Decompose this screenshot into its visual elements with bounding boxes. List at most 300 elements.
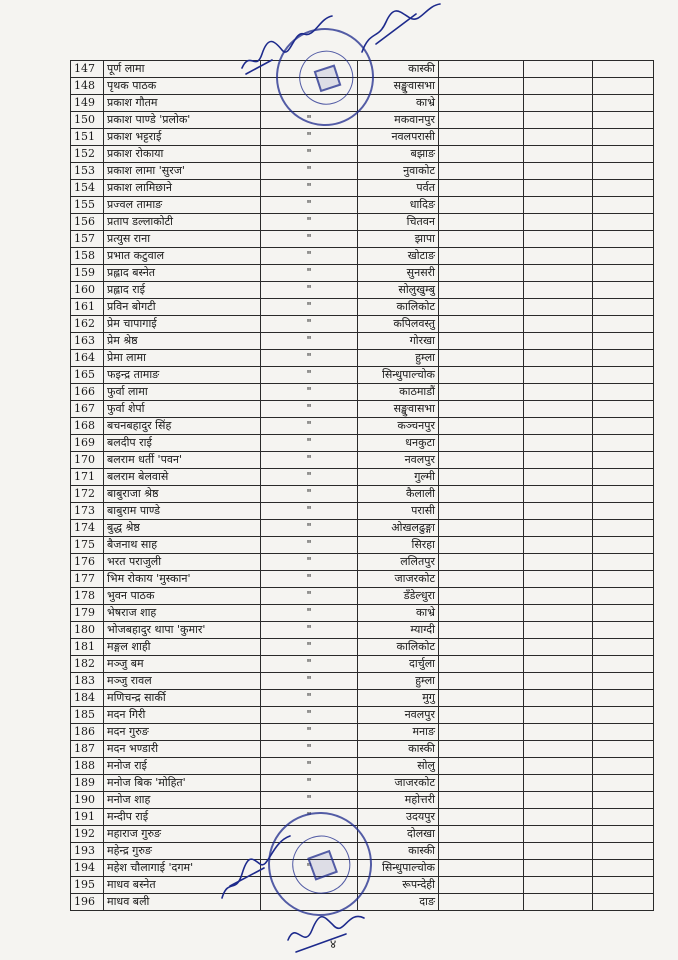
- district-cell: सोलु: [358, 758, 439, 775]
- district-cell: हुम्ला: [358, 673, 439, 690]
- district-cell: उदयपुर: [358, 809, 439, 826]
- district-cell: कञ्चनपुर: [358, 418, 439, 435]
- empty-cell: [524, 588, 593, 605]
- empty-cell: [524, 316, 593, 333]
- empty-cell: [439, 214, 524, 231]
- serial-number-cell: 184: [71, 690, 104, 707]
- table-row: [71, 401, 654, 418]
- empty-cell: [593, 265, 654, 282]
- ditto-mark-cell: ": [261, 792, 358, 809]
- member-name-cell: प्रविन बोगटी: [104, 299, 261, 316]
- ditto-mark-cell: ": [261, 673, 358, 690]
- empty-cell: [439, 724, 524, 741]
- serial-number-cell: 160: [71, 282, 104, 299]
- member-name-cell: भेषराज शाह: [104, 605, 261, 622]
- member-name-cell: भरत पराजुली: [104, 554, 261, 571]
- member-name-cell: महाराज गुरुङ: [104, 826, 261, 843]
- ditto-mark-cell: ": [261, 129, 358, 146]
- district-cell: गोरखा: [358, 333, 439, 350]
- serial-number-cell: 150: [71, 112, 104, 129]
- empty-cell: [593, 690, 654, 707]
- empty-cell: [524, 741, 593, 758]
- ditto-mark-cell: ": [261, 367, 358, 384]
- table-row: [71, 129, 654, 146]
- empty-cell: [524, 299, 593, 316]
- empty-cell: [524, 503, 593, 520]
- empty-cell: [593, 877, 654, 894]
- member-name-cell: फइन्द्र तामाङ: [104, 367, 261, 384]
- district-cell: दाङ: [358, 894, 439, 911]
- serial-number-cell: 196: [71, 894, 104, 911]
- district-cell: गुल्मी: [358, 469, 439, 486]
- ditto-mark-cell: ": [261, 452, 358, 469]
- empty-cell: [524, 401, 593, 418]
- ditto-mark-cell: ": [261, 418, 358, 435]
- empty-cell: [524, 622, 593, 639]
- serial-number-cell: 167: [71, 401, 104, 418]
- serial-number-cell: 190: [71, 792, 104, 809]
- empty-cell: [593, 146, 654, 163]
- member-name-cell: भुवन पाठक: [104, 588, 261, 605]
- district-cell: ललितपुर: [358, 554, 439, 571]
- empty-cell: [524, 826, 593, 843]
- ditto-mark-cell: ": [261, 503, 358, 520]
- empty-cell: [439, 843, 524, 860]
- empty-cell: [439, 554, 524, 571]
- member-name-cell: मञ्जु बम: [104, 656, 261, 673]
- member-name-cell: प्रकाश गौतम: [104, 95, 261, 112]
- table-row: [71, 367, 654, 384]
- serial-number-cell: 185: [71, 707, 104, 724]
- ditto-mark-cell: ": [261, 639, 358, 656]
- empty-cell: [524, 180, 593, 197]
- district-cell: सिन्धुपाल्चोक: [358, 860, 439, 877]
- table-row: [71, 163, 654, 180]
- empty-cell: [524, 112, 593, 129]
- empty-cell: [593, 741, 654, 758]
- empty-cell: [439, 350, 524, 367]
- empty-cell: [439, 792, 524, 809]
- empty-cell: [593, 316, 654, 333]
- empty-cell: [439, 299, 524, 316]
- ditto-mark-cell: ": [261, 690, 358, 707]
- ditto-mark-cell: ": [261, 656, 358, 673]
- district-cell: परासी: [358, 503, 439, 520]
- district-cell: कालिकोट: [358, 299, 439, 316]
- empty-cell: [524, 78, 593, 95]
- empty-cell: [593, 112, 654, 129]
- table-row: [71, 384, 654, 401]
- member-name-cell: पृथक पाठक: [104, 78, 261, 95]
- empty-cell: [524, 384, 593, 401]
- empty-cell: [524, 197, 593, 214]
- serial-number-cell: 189: [71, 775, 104, 792]
- empty-cell: [593, 367, 654, 384]
- ditto-mark-cell: ": [261, 333, 358, 350]
- ditto-mark-cell: ": [261, 707, 358, 724]
- empty-cell: [593, 605, 654, 622]
- table-row: [71, 503, 654, 520]
- district-cell: जाजरकोट: [358, 571, 439, 588]
- ditto-mark-cell: ": [261, 809, 358, 826]
- serial-number-cell: 161: [71, 299, 104, 316]
- member-name-cell: फुर्वा लामा: [104, 384, 261, 401]
- member-name-cell: प्रेम चापागाई: [104, 316, 261, 333]
- empty-cell: [593, 129, 654, 146]
- empty-cell: [593, 180, 654, 197]
- empty-cell: [439, 860, 524, 877]
- top-signature-right: [356, 0, 446, 60]
- empty-cell: [439, 537, 524, 554]
- table-row: [71, 741, 654, 758]
- empty-cell: [593, 95, 654, 112]
- empty-cell: [593, 435, 654, 452]
- empty-cell: [439, 367, 524, 384]
- serial-number-cell: 174: [71, 520, 104, 537]
- table-row: [71, 350, 654, 367]
- member-name-cell: प्रह्लाद राई: [104, 282, 261, 299]
- district-cell: नवलपरासी: [358, 129, 439, 146]
- ditto-mark-cell: ": [261, 758, 358, 775]
- empty-cell: [593, 452, 654, 469]
- member-name-cell: मन्दीप राई: [104, 809, 261, 826]
- roster-body: [71, 61, 654, 911]
- empty-cell: [593, 656, 654, 673]
- ditto-mark-cell: ": [261, 231, 358, 248]
- member-name-cell: प्रकाश पाण्डे 'प्रलोक': [104, 112, 261, 129]
- empty-cell: [439, 282, 524, 299]
- ditto-mark-cell: ": [261, 316, 358, 333]
- member-name-cell: भिम रोकाय 'मुस्कान': [104, 571, 261, 588]
- empty-cell: [524, 129, 593, 146]
- empty-cell: [593, 401, 654, 418]
- member-name-cell: पूर्ण लामा: [104, 61, 261, 78]
- empty-cell: [439, 775, 524, 792]
- member-name-cell: मङ्गल शाही: [104, 639, 261, 656]
- table-row: [71, 435, 654, 452]
- table-row: [71, 333, 654, 350]
- empty-cell: [524, 792, 593, 809]
- empty-cell: [439, 571, 524, 588]
- ditto-mark-cell: ": [261, 282, 358, 299]
- district-cell: काठमाडौं: [358, 384, 439, 401]
- serial-number-cell: 153: [71, 163, 104, 180]
- empty-cell: [524, 163, 593, 180]
- district-cell: दार्चुला: [358, 656, 439, 673]
- serial-number-cell: 147: [71, 61, 104, 78]
- serial-number-cell: 157: [71, 231, 104, 248]
- empty-cell: [593, 639, 654, 656]
- empty-cell: [439, 588, 524, 605]
- empty-cell: [439, 265, 524, 282]
- empty-cell: [439, 316, 524, 333]
- empty-cell: [439, 707, 524, 724]
- district-cell: जाजरकोट: [358, 775, 439, 792]
- district-cell: सिरहा: [358, 537, 439, 554]
- member-name-cell: बलराम धर्ती 'पवन': [104, 452, 261, 469]
- member-name-cell: प्रह्लाद बस्नेत: [104, 265, 261, 282]
- ditto-mark-cell: ": [261, 588, 358, 605]
- empty-cell: [593, 503, 654, 520]
- empty-cell: [439, 112, 524, 129]
- empty-cell: [524, 231, 593, 248]
- empty-cell: [593, 894, 654, 911]
- member-name-cell: मणिचन्द्र सार्की: [104, 690, 261, 707]
- member-name-cell: प्रकाश भट्टराई: [104, 129, 261, 146]
- serial-number-cell: 186: [71, 724, 104, 741]
- table-row: [71, 486, 654, 503]
- ditto-mark-cell: ": [261, 163, 358, 180]
- bottom-signature-left: [212, 828, 302, 908]
- empty-cell: [439, 418, 524, 435]
- ditto-mark-cell: ": [261, 622, 358, 639]
- member-name-cell: बाबुराजा श्रेष्ठ: [104, 486, 261, 503]
- empty-cell: [593, 299, 654, 316]
- empty-cell: [439, 639, 524, 656]
- ditto-mark-cell: ": [261, 265, 358, 282]
- district-cell: नवलपुर: [358, 707, 439, 724]
- district-cell: मनाङ: [358, 724, 439, 741]
- district-cell: कास्की: [358, 741, 439, 758]
- empty-cell: [524, 758, 593, 775]
- table-row: [71, 690, 654, 707]
- district-cell: मकवानपुर: [358, 112, 439, 129]
- table-row: [71, 656, 654, 673]
- district-cell: खोटाङ: [358, 248, 439, 265]
- empty-cell: [524, 843, 593, 860]
- table-row: [71, 554, 654, 571]
- ditto-mark-cell: ": [261, 537, 358, 554]
- table-row: [71, 231, 654, 248]
- table-row: [71, 588, 654, 605]
- serial-number-cell: 175: [71, 537, 104, 554]
- empty-cell: [524, 520, 593, 537]
- serial-number-cell: 177: [71, 571, 104, 588]
- empty-cell: [439, 741, 524, 758]
- empty-cell: [524, 146, 593, 163]
- empty-cell: [524, 894, 593, 911]
- district-cell: कैलाली: [358, 486, 439, 503]
- serial-number-cell: 181: [71, 639, 104, 656]
- empty-cell: [524, 333, 593, 350]
- table-row: [71, 452, 654, 469]
- member-name-cell: मनोज शाह: [104, 792, 261, 809]
- district-cell: ओखलढुङ्गा: [358, 520, 439, 537]
- ditto-mark-cell: ": [261, 860, 358, 877]
- serial-number-cell: 193: [71, 843, 104, 860]
- ditto-mark-cell: ": [261, 571, 358, 588]
- empty-cell: [524, 486, 593, 503]
- empty-cell: [593, 860, 654, 877]
- serial-number-cell: 158: [71, 248, 104, 265]
- empty-cell: [593, 197, 654, 214]
- empty-cell: [524, 350, 593, 367]
- member-name-cell: मनोज राई: [104, 758, 261, 775]
- empty-cell: [524, 860, 593, 877]
- empty-cell: [439, 809, 524, 826]
- serial-number-cell: 152: [71, 146, 104, 163]
- table-row: [71, 469, 654, 486]
- empty-cell: [524, 673, 593, 690]
- serial-number-cell: 192: [71, 826, 104, 843]
- serial-number-cell: 170: [71, 452, 104, 469]
- serial-number-cell: 187: [71, 741, 104, 758]
- empty-cell: [524, 656, 593, 673]
- member-name-cell: भोजबहादुर थापा 'कुमार': [104, 622, 261, 639]
- empty-cell: [524, 61, 593, 78]
- empty-cell: [593, 758, 654, 775]
- district-cell: झापा: [358, 231, 439, 248]
- empty-cell: [593, 520, 654, 537]
- ditto-mark-cell: ": [261, 486, 358, 503]
- empty-cell: [439, 384, 524, 401]
- ditto-mark-cell: ": [261, 112, 358, 129]
- serial-number-cell: 172: [71, 486, 104, 503]
- serial-number-cell: 155: [71, 197, 104, 214]
- empty-cell: [593, 78, 654, 95]
- empty-cell: [593, 282, 654, 299]
- table-row: [71, 809, 654, 826]
- empty-cell: [524, 537, 593, 554]
- ditto-mark-cell: ": [261, 299, 358, 316]
- serial-number-cell: 194: [71, 860, 104, 877]
- serial-number-cell: 159: [71, 265, 104, 282]
- serial-number-cell: 171: [71, 469, 104, 486]
- serial-number-cell: 151: [71, 129, 104, 146]
- empty-cell: [439, 231, 524, 248]
- empty-cell: [593, 231, 654, 248]
- serial-number-cell: 183: [71, 673, 104, 690]
- empty-cell: [524, 724, 593, 741]
- empty-cell: [439, 656, 524, 673]
- empty-cell: [524, 469, 593, 486]
- empty-cell: [439, 486, 524, 503]
- member-name-cell: बचनबहादुर सिंह: [104, 418, 261, 435]
- empty-cell: [439, 401, 524, 418]
- empty-cell: [439, 333, 524, 350]
- empty-cell: [593, 707, 654, 724]
- empty-cell: [439, 469, 524, 486]
- empty-cell: [439, 894, 524, 911]
- member-name-cell: प्रकाश लामिछाने: [104, 180, 261, 197]
- ditto-mark-cell: ": [261, 197, 358, 214]
- district-cell: कपिलवस्तु: [358, 316, 439, 333]
- member-name-cell: फुर्वा शेर्पा: [104, 401, 261, 418]
- table-row: [71, 571, 654, 588]
- district-cell: पर्वत: [358, 180, 439, 197]
- ditto-mark-cell: ": [261, 248, 358, 265]
- ditto-mark-cell: ": [261, 350, 358, 367]
- serial-number-cell: 168: [71, 418, 104, 435]
- member-name-cell: मञ्जु रावल: [104, 673, 261, 690]
- empty-cell: [593, 622, 654, 639]
- empty-cell: [439, 78, 524, 95]
- member-name-cell: माधव बस्नेत: [104, 877, 261, 894]
- member-name-cell: महेश चौलागाई 'दगम': [104, 860, 261, 877]
- ditto-mark-cell: ": [261, 469, 358, 486]
- empty-cell: [439, 503, 524, 520]
- ditto-mark-cell: ": [261, 520, 358, 537]
- empty-cell: [524, 707, 593, 724]
- table-row: [71, 112, 654, 129]
- member-name-cell: प्रभात कटुवाल: [104, 248, 261, 265]
- empty-cell: [593, 469, 654, 486]
- serial-number-cell: 149: [71, 95, 104, 112]
- empty-cell: [524, 214, 593, 231]
- table-row: [71, 605, 654, 622]
- district-cell: सुनसरी: [358, 265, 439, 282]
- empty-cell: [593, 333, 654, 350]
- member-name-cell: मदन गिरी: [104, 707, 261, 724]
- table-row: [71, 622, 654, 639]
- empty-cell: [593, 826, 654, 843]
- serial-number-cell: 164: [71, 350, 104, 367]
- empty-cell: [524, 418, 593, 435]
- empty-cell: [524, 265, 593, 282]
- ditto-mark-cell: ": [261, 180, 358, 197]
- member-name-cell: मदन गुरुङ: [104, 724, 261, 741]
- district-cell: काभ्रे: [358, 95, 439, 112]
- serial-number-cell: 173: [71, 503, 104, 520]
- empty-cell: [439, 95, 524, 112]
- district-cell: रूपन्देही: [358, 877, 439, 894]
- serial-number-cell: 156: [71, 214, 104, 231]
- table-row: [71, 792, 654, 809]
- empty-cell: [593, 350, 654, 367]
- serial-number-cell: 191: [71, 809, 104, 826]
- empty-cell: [593, 843, 654, 860]
- serial-number-cell: 178: [71, 588, 104, 605]
- serial-number-cell: 169: [71, 435, 104, 452]
- empty-cell: [524, 877, 593, 894]
- empty-cell: [593, 537, 654, 554]
- serial-number-cell: 165: [71, 367, 104, 384]
- district-cell: हुम्ला: [358, 350, 439, 367]
- district-cell: काभ्रे: [358, 605, 439, 622]
- district-cell: सिन्धुपाल्चोक: [358, 367, 439, 384]
- district-cell: नवलपुर: [358, 452, 439, 469]
- district-cell: दोलखा: [358, 826, 439, 843]
- table-row: [71, 724, 654, 741]
- serial-number-cell: 182: [71, 656, 104, 673]
- empty-cell: [593, 61, 654, 78]
- district-cell: कास्की: [358, 843, 439, 860]
- member-name-cell: बलदीप राई: [104, 435, 261, 452]
- district-cell: डँडेल्धुरा: [358, 588, 439, 605]
- empty-cell: [439, 520, 524, 537]
- serial-number-cell: 195: [71, 877, 104, 894]
- district-cell: चितवन: [358, 214, 439, 231]
- empty-cell: [439, 758, 524, 775]
- empty-cell: [524, 95, 593, 112]
- empty-cell: [593, 163, 654, 180]
- top-signature-left: [232, 10, 342, 80]
- empty-cell: [593, 384, 654, 401]
- member-name-cell: बैजनाथ साह: [104, 537, 261, 554]
- district-cell: कालिकोट: [358, 639, 439, 656]
- empty-cell: [524, 809, 593, 826]
- table-row: [71, 707, 654, 724]
- ditto-mark-cell: ": [261, 146, 358, 163]
- member-name-cell: बलराम बेलवासे: [104, 469, 261, 486]
- empty-cell: [524, 554, 593, 571]
- table-row: [71, 316, 654, 333]
- empty-cell: [439, 197, 524, 214]
- table-row: [71, 180, 654, 197]
- empty-cell: [439, 129, 524, 146]
- member-name-cell: प्रत्युस राना: [104, 231, 261, 248]
- district-cell: महोत्तरी: [358, 792, 439, 809]
